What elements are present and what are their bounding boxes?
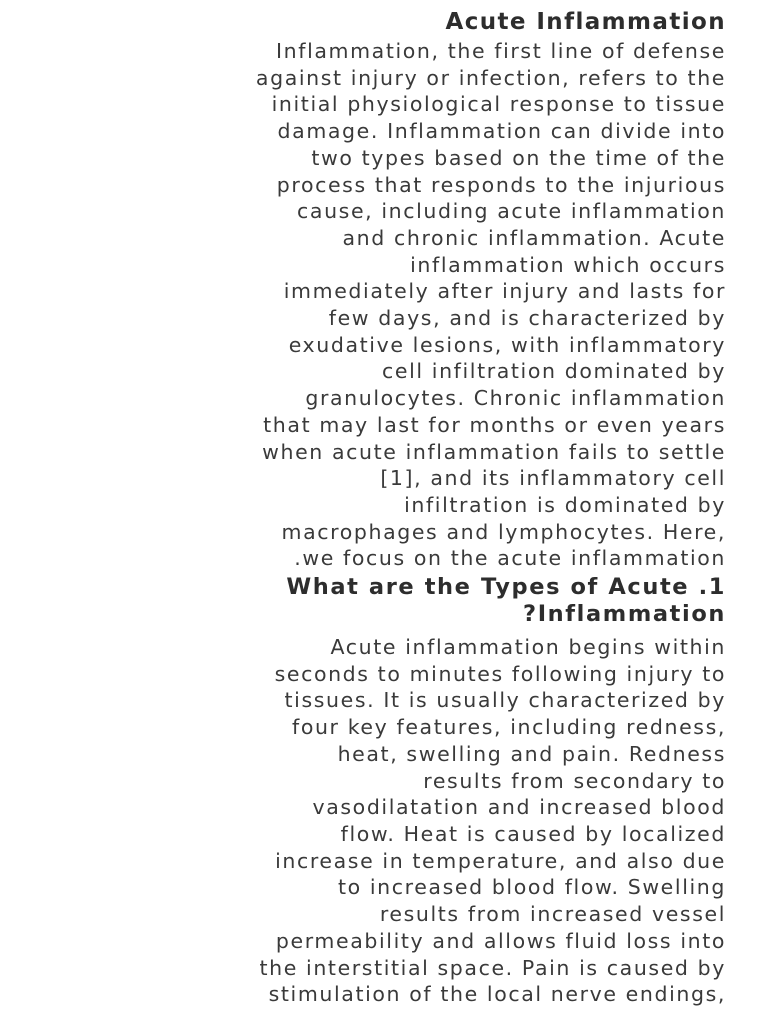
section-line: tissues. It is usually characterized by	[284, 688, 726, 713]
intro-line: two types based on the time of the	[311, 145, 726, 170]
section-line: results from secondary to	[423, 768, 726, 793]
intro-line: few days, and is characterized by	[328, 306, 726, 331]
intro-line: when acute inflammation fails to settle	[262, 439, 726, 464]
intro-line: against injury or infection, refers to the	[255, 65, 726, 90]
section-line: seconds to minutes following injury to	[274, 661, 726, 686]
intro-line: exudative lesions, with inflammatory	[288, 332, 726, 357]
intro-line: that may last for months or even years	[263, 412, 726, 437]
intro-line: cell infiltration dominated by	[382, 359, 726, 384]
section-line: four key features, including redness,	[292, 715, 726, 740]
section-line: increase in temperature, and also due	[275, 848, 726, 873]
section-line: stimulation of the local nerve endings,	[268, 982, 726, 1007]
intro-line: immediately after injury and lasts for	[283, 279, 726, 304]
section-line: results from increased vessel	[379, 902, 726, 927]
section-line: Acute inflammation begins within	[330, 635, 726, 660]
section-heading-line: What are the Types of Acute .1	[286, 574, 726, 601]
section-line: vasodilatation and increased blood	[312, 795, 726, 820]
section-line: to increased blood flow. Swelling	[337, 875, 726, 900]
document-title: Acute Inflammation	[445, 9, 726, 35]
intro-line: [1], and its inflammatory cell	[380, 466, 726, 491]
section-heading	[30, 574, 726, 628]
section-heading-line: ?Inflammation	[523, 601, 726, 628]
section-line: permeability and allows fluid loss into	[275, 928, 726, 953]
intro-line: and chronic inflammation. Acute	[342, 225, 726, 250]
intro-line: inflammation which occurs	[410, 252, 726, 277]
intro-line: infiltration is dominated by	[404, 492, 726, 517]
intro-line: cause, including acute inflammation	[297, 199, 726, 224]
intro-line: .we focus on the acute inflammation	[294, 546, 726, 571]
intro-line: process that responds to the injurious	[276, 172, 726, 197]
section-line: heat, swelling and pain. Redness	[337, 741, 726, 766]
document-body	[30, 6, 726, 1008]
section-line: flow. Heat is caused by localized	[340, 821, 726, 846]
intro-paragraph	[30, 38, 726, 572]
section-line: the interstitial space. Pain is caused by	[259, 955, 726, 980]
intro-line: Inflammation, the first line of defense	[276, 39, 726, 63]
section-paragraph	[30, 634, 726, 1008]
intro-line: macrophages and lymphocytes. Here,	[281, 519, 726, 544]
intro-line: initial physiological response to tissue	[271, 92, 726, 117]
intro-line: granulocytes. Chronic inflammation	[305, 386, 726, 411]
intro-line: damage. Inflammation can divide into	[277, 119, 726, 144]
